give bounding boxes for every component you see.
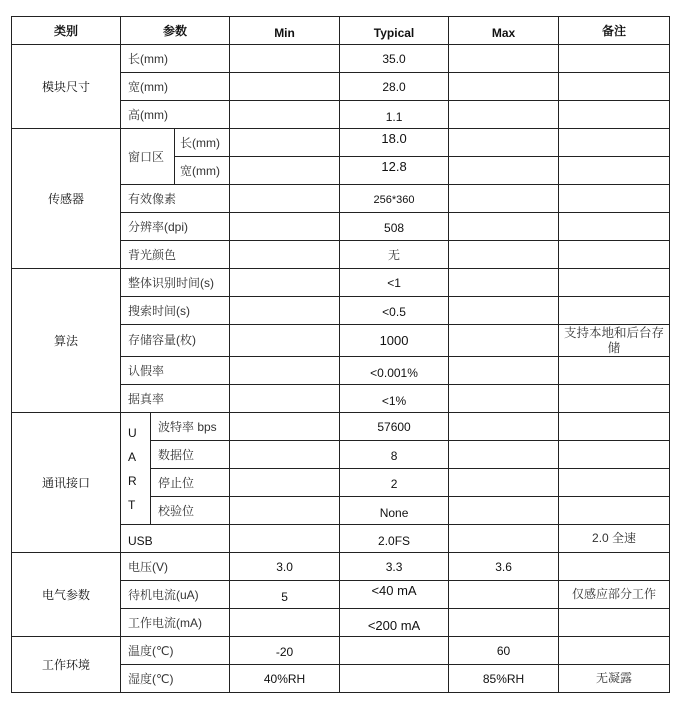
- param-label: 搜索时间(s): [121, 297, 230, 325]
- param-label: USB: [121, 525, 230, 553]
- note-value: [559, 609, 670, 637]
- typical-value: 28.0: [340, 73, 449, 101]
- max-value: [449, 413, 559, 441]
- note-value: [559, 385, 670, 413]
- category-module-size: 模块尺寸: [12, 45, 121, 129]
- min-value: [230, 185, 340, 213]
- typical-value: <1: [340, 269, 449, 297]
- min-value: [230, 269, 340, 297]
- header-min: Min: [230, 17, 340, 45]
- min-value: [230, 469, 340, 497]
- max-value: 3.6: [449, 553, 559, 581]
- param-label: 校验位: [151, 497, 230, 525]
- max-value: [449, 325, 559, 357]
- typical-value: 35.0: [340, 45, 449, 73]
- param-label: 停止位: [151, 469, 230, 497]
- param-label: 电压(V): [121, 553, 230, 581]
- min-value: [230, 413, 340, 441]
- max-value: [449, 581, 559, 609]
- param-label: 存储容量(枚): [121, 325, 230, 357]
- note-value: [559, 297, 670, 325]
- param-label: 有效像素: [121, 185, 230, 213]
- table-row: [12, 637, 670, 665]
- spec-table: [11, 16, 670, 693]
- param-label: 待机电流(uA): [121, 581, 230, 609]
- min-value: [230, 441, 340, 469]
- min-value: [230, 241, 340, 269]
- category-comm: 通讯接口: [12, 413, 121, 553]
- min-value: [230, 213, 340, 241]
- min-value: [230, 385, 340, 413]
- min-value: [230, 129, 340, 157]
- max-value: [449, 469, 559, 497]
- uart-letter: A: [128, 449, 137, 464]
- max-value: [449, 441, 559, 469]
- typical-value: <1%: [340, 385, 449, 413]
- note-value: [559, 637, 670, 665]
- min-value: [230, 609, 340, 637]
- category-electrical: 电气参数: [12, 553, 121, 637]
- typical-value: 2.0FS: [340, 525, 449, 553]
- note-value: [559, 553, 670, 581]
- header-typical: Typical: [340, 17, 449, 45]
- min-value: 3.0: [230, 553, 340, 581]
- typical-value: None: [340, 497, 449, 525]
- header-row: [12, 17, 670, 45]
- typical-value: [340, 637, 449, 665]
- param-label: 背光颜色: [121, 241, 230, 269]
- max-value: [449, 525, 559, 553]
- typical-value: 256*360: [340, 185, 449, 213]
- note-value: 无凝露: [559, 665, 670, 693]
- typical-value: 1.1: [340, 101, 449, 129]
- note-value: [559, 357, 670, 385]
- min-value: -20: [230, 637, 340, 665]
- note-value: [559, 413, 670, 441]
- note-value: [559, 73, 670, 101]
- param-label: 长(mm): [121, 45, 230, 73]
- min-value: [230, 157, 340, 185]
- table-row: [12, 269, 670, 297]
- max-value: [449, 241, 559, 269]
- table-row: [12, 413, 670, 441]
- typical-value: 1000: [340, 325, 449, 357]
- uart-letter: T: [128, 497, 136, 512]
- max-value: 60: [449, 637, 559, 665]
- table-row: [12, 45, 670, 73]
- max-value: [449, 297, 559, 325]
- param-label: 波特率 bps: [151, 413, 230, 441]
- typical-value: <0.001%: [340, 357, 449, 385]
- category-sensor: 传感器: [12, 129, 121, 269]
- min-value: [230, 45, 340, 73]
- uart-label: [121, 413, 151, 525]
- max-value: [449, 609, 559, 637]
- header-note: 备注: [559, 17, 670, 45]
- max-value: [449, 385, 559, 413]
- param-label: 认假率: [121, 357, 230, 385]
- note-value: [559, 45, 670, 73]
- category-environment: 工作环境: [12, 637, 121, 693]
- note-value: 仅感应部分工作: [559, 581, 670, 609]
- max-value: [449, 157, 559, 185]
- note-value: [559, 157, 670, 185]
- max-value: [449, 129, 559, 157]
- min-value: 40%RH: [230, 665, 340, 693]
- min-value: 5: [230, 581, 340, 609]
- typical-value: <0.5: [340, 297, 449, 325]
- param-label: 高(mm): [121, 101, 230, 129]
- param-label: 长(mm): [175, 129, 230, 157]
- max-value: 85%RH: [449, 665, 559, 693]
- param-label: 工作电流(mA): [121, 609, 230, 637]
- table-row: [12, 129, 670, 157]
- typical-value: 12.8: [340, 157, 449, 185]
- typical-value: <40 mA: [340, 581, 449, 609]
- max-value: [449, 45, 559, 73]
- max-value: [449, 269, 559, 297]
- min-value: [230, 73, 340, 101]
- typical-value: <200 mA: [340, 609, 449, 637]
- max-value: [449, 101, 559, 129]
- header-param: 参数: [121, 17, 230, 45]
- note-value: [559, 185, 670, 213]
- note-value: [559, 129, 670, 157]
- note-value: [559, 469, 670, 497]
- typical-value: [340, 665, 449, 693]
- note-value: [559, 497, 670, 525]
- param-label: 分辨率(dpi): [121, 213, 230, 241]
- typical-value: 无: [340, 241, 449, 269]
- min-value: [230, 297, 340, 325]
- min-value: [230, 101, 340, 129]
- max-value: [449, 185, 559, 213]
- header-max: Max: [449, 17, 559, 45]
- note-value: [559, 241, 670, 269]
- category-algorithm: 算法: [12, 269, 121, 413]
- param-label: 湿度(℃): [121, 665, 230, 693]
- window-area-label: 窗口区: [121, 129, 175, 185]
- param-label: 宽(mm): [121, 73, 230, 101]
- min-value: [230, 497, 340, 525]
- note-value: [559, 213, 670, 241]
- note-value: 2.0 全速: [559, 525, 670, 553]
- max-value: [449, 357, 559, 385]
- header-category: 类别: [12, 17, 121, 45]
- min-value: [230, 525, 340, 553]
- max-value: [449, 497, 559, 525]
- param-label: 宽(mm): [175, 157, 230, 185]
- param-label: 温度(℃): [121, 637, 230, 665]
- typical-value: 8: [340, 441, 449, 469]
- typical-value: 57600: [340, 413, 449, 441]
- min-value: [230, 357, 340, 385]
- param-label: 据真率: [121, 385, 230, 413]
- table-row: [12, 553, 670, 581]
- typical-value: 508: [340, 213, 449, 241]
- uart-letter: U: [128, 425, 137, 440]
- typical-value: 18.0: [340, 129, 449, 157]
- param-label: 整体识别时间(s): [121, 269, 230, 297]
- note-value: [559, 101, 670, 129]
- note-value: 支持本地和后台存储: [559, 325, 670, 357]
- uart-letter: R: [128, 473, 137, 488]
- min-value: [230, 325, 340, 357]
- max-value: [449, 73, 559, 101]
- param-label: 数据位: [151, 441, 230, 469]
- note-value: [559, 441, 670, 469]
- max-value: [449, 213, 559, 241]
- typical-value: 2: [340, 469, 449, 497]
- note-value: [559, 269, 670, 297]
- typical-value: 3.3: [340, 553, 449, 581]
